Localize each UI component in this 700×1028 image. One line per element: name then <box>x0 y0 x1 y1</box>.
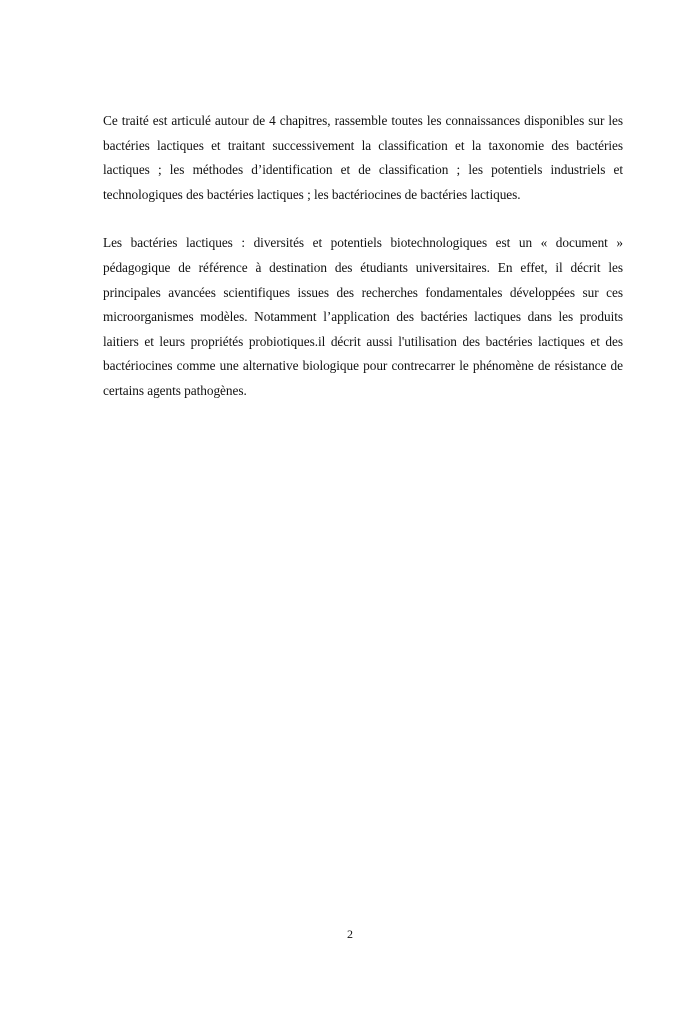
page-number: 2 <box>347 927 353 941</box>
paragraph-chapters-overview: Ce traité est articulé autour de 4 chapitres, rassemble toutes les connaissances disponibles sur les bactéries lactiques et traitant successivement la classification et la taxonomie des bactéries lactiques ; les méthodes d’identification et de classification ; les potentiels industriels et technologiques des bactéries lactiques ; les bactériocines de bactéries lactiques. <box>103 113 623 202</box>
page-body <box>103 109 623 404</box>
paragraph-document-purpose: Les bactéries lactiques : diversités et potentiels biotechnologiques est un « document » pédagogique de référence à destination des étudiants universitaires. En effet, il décrit les principales avancées scientifiques issues des recherches fondamentales développées sur ces microorganismes modèles. Notamment l’application des bactéries lactiques dans les produits laitiers et leurs propriétés probiotiques.il décrit aussi l'utilisation des bactéries lactiques et des bactériocines comme une alternative biologique pour contrecarrer le phénomène de résistance de certains agents pathogènes. <box>103 235 623 398</box>
